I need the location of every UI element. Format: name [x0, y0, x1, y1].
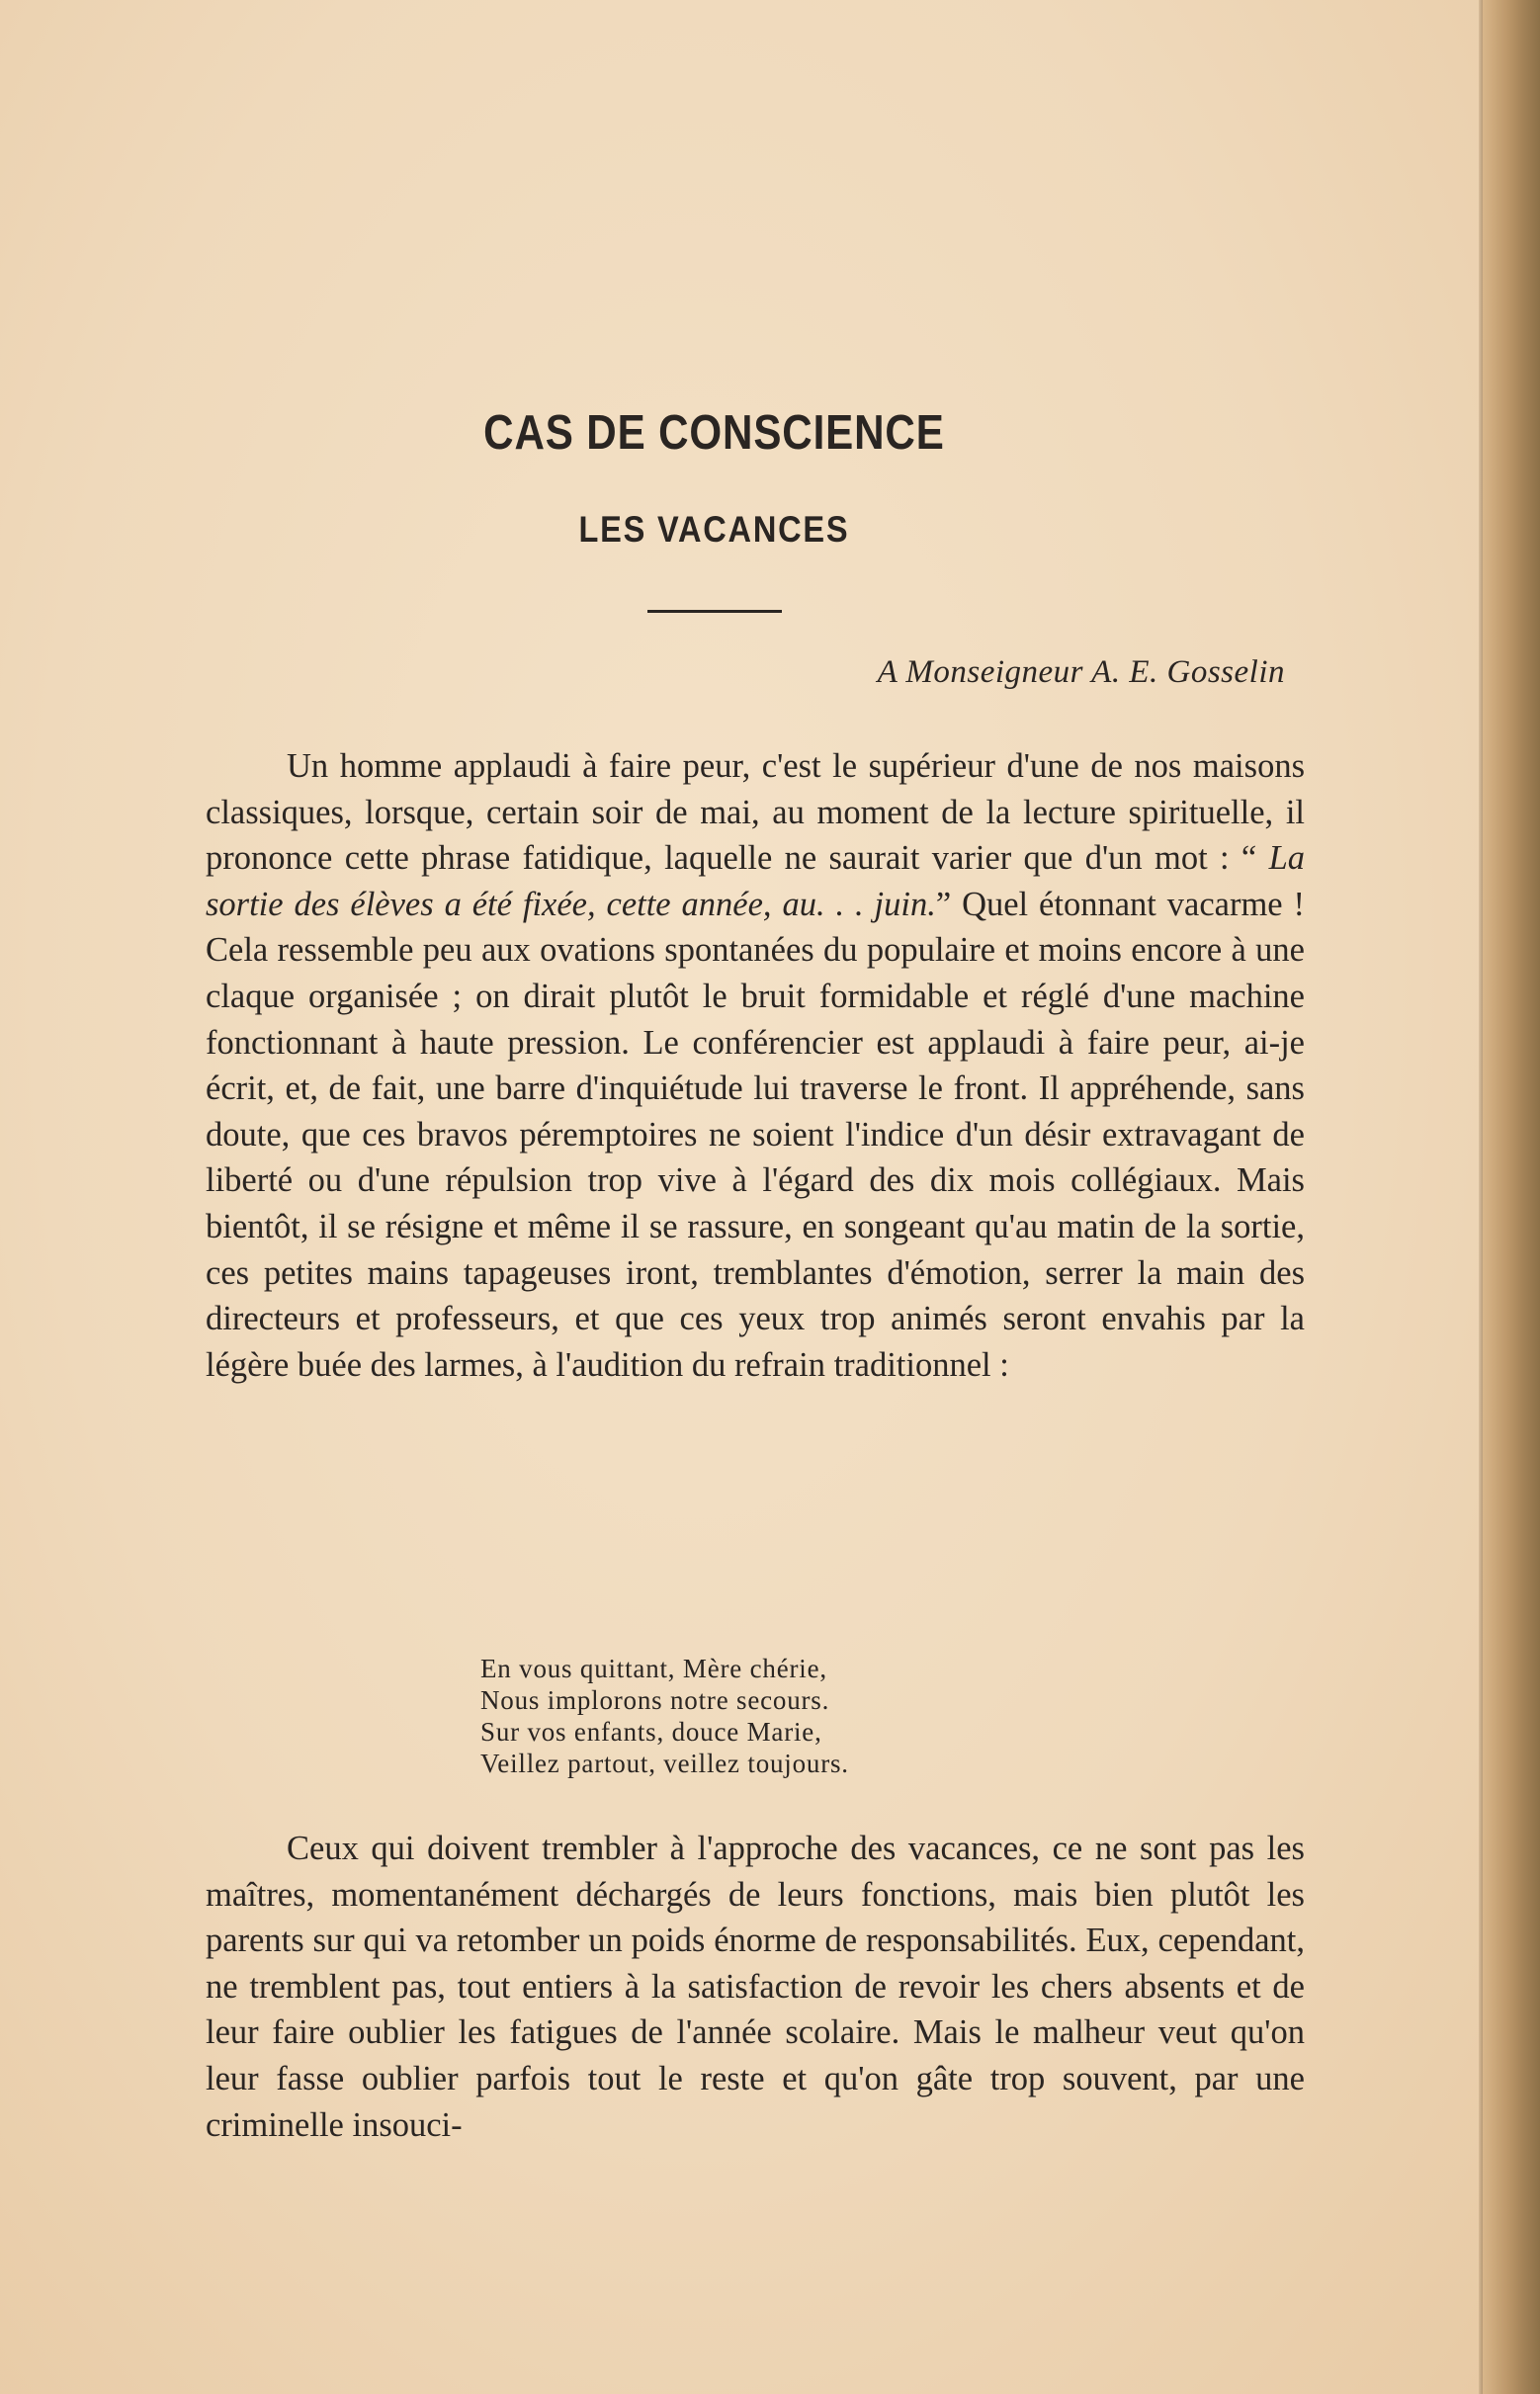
page-subtitle: LES VACANCES: [578, 509, 850, 550]
verse-line-1: En vous quittant, Mère chérie,: [480, 1654, 827, 1683]
verse-line-2: Nous implorons notre secours.: [480, 1685, 830, 1715]
page-edge-stack: [1483, 0, 1540, 2394]
verse-line-3: Sur vos enfants, douce Marie,: [480, 1717, 822, 1747]
verse-block: [480, 1653, 849, 1779]
paragraph-second: Ceux qui doivent trembler à l'approche des vacances, ce ne sont pas les maîtres, momentanément déchargés de leurs fonctions, mais bien plutôt les parents sur qui va retomber un poids énorme de responsabilités. Eux, cependant, ne tremblent pas, tout entiers à la satisfaction de revoir les chers absents et de leur faire oublier les fatigues de l'année scolaire. Mais le malheur veut qu'on leur fasse oublier parfois tout le reste et qu'on gâte trop souvent, par une criminelle insouci-: [206, 1830, 1305, 2144]
page-title: CAS DE CONSCIENCE: [483, 406, 945, 460]
paragraph-first-text-a: Un homme applaudi à faire peur, c'est le supérieur d'une de nos maisons classiques, lorsque, certain soir de mai, au moment de la lecture spirituelle, il prononce cette phrase fatidique, laquelle ne saurait varier que d'un mot : “: [206, 747, 1305, 878]
title-divider: [647, 610, 782, 613]
verse-line-4: Veillez partout, veillez toujours.: [480, 1749, 849, 1778]
paragraph-first-text-b: ” Quel étonnant vacarme ! Cela ressemble peu aux ovations spontanées du populaire et moins encore à une claque organisée ; on dirait plutôt le bruit formidable et réglé d'une machine fonctionnant à haute pression. Le conférencier est applaudi à faire peur, ai-je écrit, et, de fait, une barre d'inquiétude lui traverse le front. Il appréhende, sans doute, que ces bravos péremptoires ne soient l'indice d'un désir extravagant de liberté ou d'une répulsion trop vive à l'égard des dix mois collégiaux. Mais bientôt, il se résigne et même il se rassure, en songeant qu'au matin de la sortie, ces petites mains tapageuses iront, tremblantes d'émotion, serrer la main des directeurs et professeurs, et que ces yeux trop animés seront envahis par la légère buée des larmes, à l'audition du refrain traditionnel :: [206, 885, 1305, 1384]
paragraph-first: [206, 743, 1305, 1388]
paragraph-first-italic: La sortie des élèves a été fixée, cette année, au. . . juin.: [206, 839, 1305, 923]
dedication: A Monseigneur A. E. Gosselin: [877, 654, 1285, 690]
